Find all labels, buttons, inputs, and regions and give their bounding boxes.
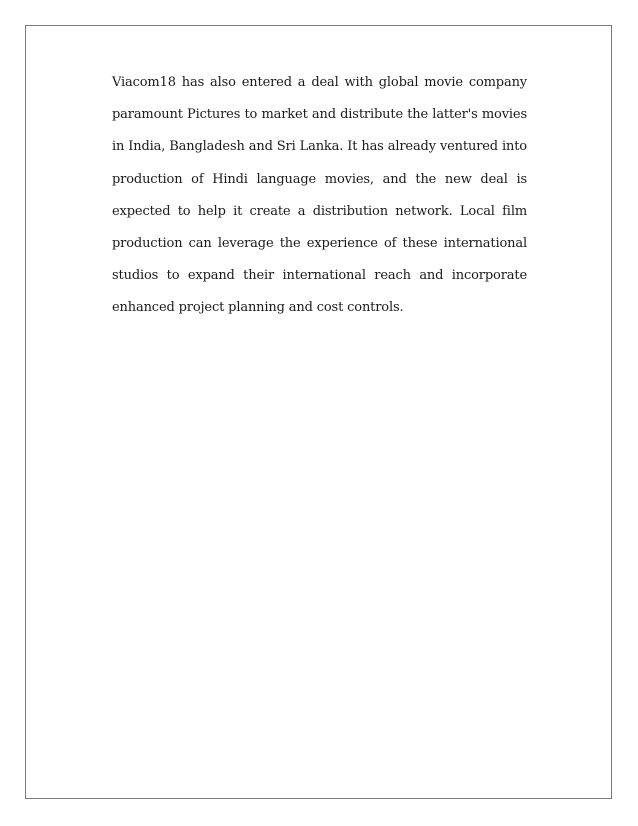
- body-paragraph: Viacom18 has also entered a deal with global movie company paramount Pictures to market and distribute the latter's movies in India, Bangladesh and Sri Lanka. It has already ventured into production of Hindi language movies, and the new deal is expected to help it create a distribution network. Local film production can leverage the experience of these international studios to expand their international reach and incorporate enhanced project planning and cost controls.: [112, 75, 527, 316]
